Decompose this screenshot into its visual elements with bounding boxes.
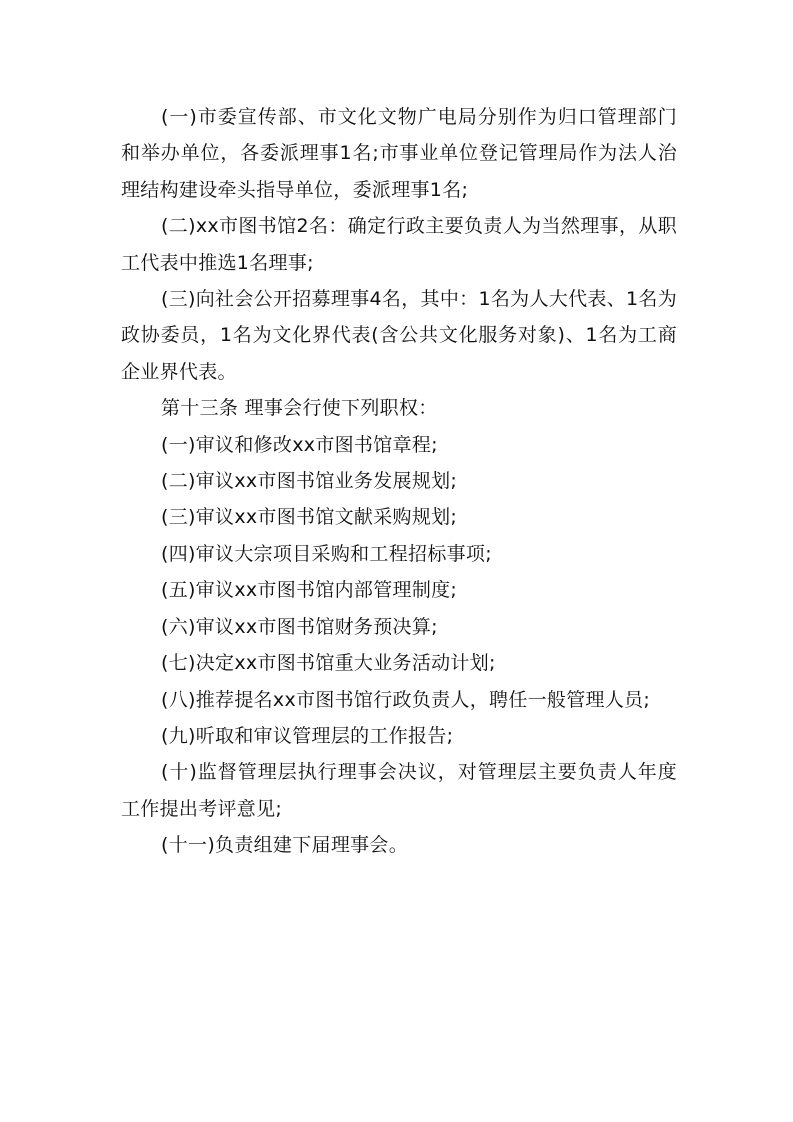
paragraph-board-composition-3: (三)向社会公开招募理事4名，其中：1名为人大代表、1名为政协委员，1名为文化界代表(含公共文化服务对象)、1名为工商企业界代表。 xyxy=(121,288,677,383)
power-item-6: (六)审议xx市图书馆财务预决算; xyxy=(161,615,438,638)
power-item-3: (三)审议xx市图书馆文献采购规划; xyxy=(161,506,458,529)
power-item-4: (四)审议大宗项目采购和工程招标事项; xyxy=(161,542,492,565)
power-item-1: (一)审议和修改xx市图书馆章程; xyxy=(161,433,438,456)
power-item-5: (五)审议xx市图书馆内部管理制度; xyxy=(161,579,458,602)
document-body xyxy=(121,99,677,864)
paragraph-board-composition-1: (一)市委宣传部、市文化文物广电局分别作为归口管理部门和举办单位，各委派理事1名;市事业单位登记管理局作为法人治理结构建设牵头指导单位，委派理事1名; xyxy=(121,106,677,201)
power-item-8: (八)推荐提名xx市图书馆行政负责人，聘任一般管理人员; xyxy=(161,688,651,711)
power-item-2: (二)审议xx市图书馆业务发展规划; xyxy=(161,470,458,493)
paragraph-board-composition-2: (二)xx市图书馆2名：确定行政主要负责人为当然理事，从职工代表中推选1名理事; xyxy=(121,215,677,274)
power-item-9: (九)听取和审议管理层的工作报告; xyxy=(161,724,454,747)
article-13-heading: 第十三条 理事会行使下列职权： xyxy=(161,397,438,420)
power-item-11: (十一)负责组建下届理事会。 xyxy=(161,834,409,857)
power-item-10: (十)监督管理层执行理事会决议，对管理层主要负责人年度工作提出考评意见; xyxy=(121,761,677,820)
power-item-7: (七)决定xx市图书馆重大业务活动计划; xyxy=(161,652,496,675)
